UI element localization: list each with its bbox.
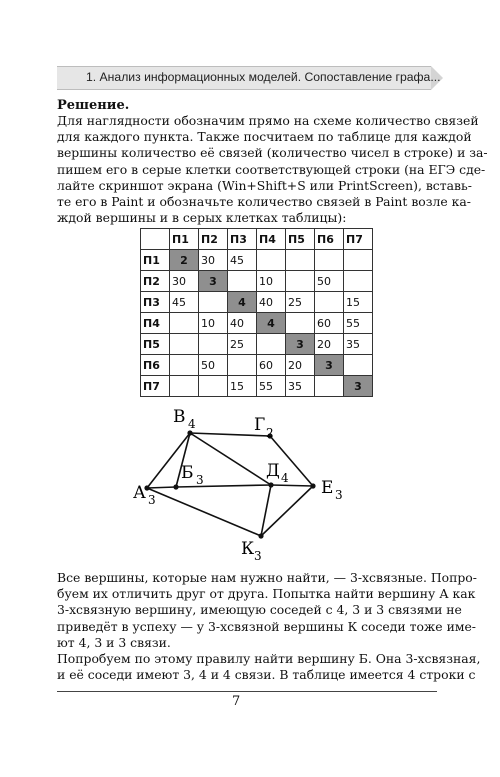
graph-edge [176, 485, 271, 487]
table-cell: 15 [228, 376, 257, 397]
table-cell: 40 [257, 292, 286, 313]
table-corner [141, 229, 170, 250]
table-cell [170, 313, 199, 334]
vertex-label: Б [181, 463, 194, 483]
page-number: 7 [232, 694, 241, 709]
table-cell [286, 271, 315, 292]
table-row [141, 355, 373, 376]
column-header: П4 [257, 229, 286, 250]
table-row [141, 271, 373, 292]
table-cell [286, 250, 315, 271]
row-header: П2 [141, 271, 170, 292]
intro-paragraph [57, 113, 488, 226]
table-cell [170, 334, 199, 355]
table-cell [199, 376, 228, 397]
table-cell: 45 [170, 292, 199, 313]
table-cell: 35 [286, 376, 315, 397]
table-cell [170, 376, 199, 397]
intro-line: лайте скриншот экрана (Win+Shift+S или PrintScreen), вставь- [57, 177, 472, 193]
table-row [141, 292, 373, 313]
degree-cell: 2 [170, 250, 199, 271]
table-cell [257, 334, 286, 355]
table-cell: 60 [257, 355, 286, 376]
table-cell [286, 313, 315, 334]
intro-line: те его в Paint и обозначьте количество связей в Paint возле ка- [57, 194, 471, 210]
vertex-degree: 3 [254, 549, 262, 563]
row-header: П3 [141, 292, 170, 313]
column-header: П7 [344, 229, 373, 250]
table-cell: 10 [257, 271, 286, 292]
graph-edge [147, 488, 261, 536]
table-cell: 25 [228, 334, 257, 355]
table-cell [228, 271, 257, 292]
vertex-degree: 3 [196, 473, 204, 487]
vertex-label: В [173, 407, 186, 427]
solution-heading: Решение. [57, 98, 130, 113]
table-cell: 20 [315, 334, 344, 355]
intro-line: для каждого пункта. Также посчитаем по таблице для каждой [57, 129, 472, 145]
graph-vertex [258, 533, 263, 538]
vertex-degree: 2 [266, 426, 274, 440]
degree-cell: 3 [315, 355, 344, 376]
intro-line: вершины количество её связей (количество чисел в строке) и за- [57, 145, 488, 161]
vertex-label: А [133, 483, 146, 503]
solution-line: ют 4, 3 и 3 связи. [57, 634, 171, 650]
row-header: П5 [141, 334, 170, 355]
solution-line: и её соседи имеют 3, 4 и 4 связи. В таблице имеется 4 строки с [57, 667, 476, 683]
table-cell: 60 [315, 313, 344, 334]
table-cell: 45 [228, 250, 257, 271]
road-graph [130, 400, 380, 575]
adjacency-table [140, 228, 373, 397]
table-row [141, 376, 373, 397]
vertex-label: Е [321, 478, 334, 498]
vertex-degree: 3 [335, 488, 343, 502]
table-cell [344, 271, 373, 292]
graph-vertex [187, 430, 192, 435]
vertex-label: К [241, 539, 255, 559]
solution-paragraph [57, 570, 481, 683]
column-header: П2 [199, 229, 228, 250]
vertex-label: Г [254, 415, 266, 435]
vertex-label: Д [266, 461, 280, 481]
table-row [141, 313, 373, 334]
vertex-degree: 3 [148, 493, 156, 507]
degree-cell: 3 [286, 334, 315, 355]
table-cell [315, 292, 344, 313]
table-cell: 15 [344, 292, 373, 313]
column-header: П3 [228, 229, 257, 250]
column-header: П6 [315, 229, 344, 250]
chapter-header-title: 1. Анализ информационных моделей. Сопоставление графа... [86, 70, 441, 84]
column-header: П5 [286, 229, 315, 250]
solution-line: буем их отличить друг от друга. Попытка найти вершину А как [57, 586, 476, 602]
table-cell [170, 355, 199, 376]
solution-line: 3-хсвязную вершину, имеющую соседей с 4, 3 и 3 связями не [57, 602, 462, 618]
degree-cell: 3 [199, 271, 228, 292]
table-cell [199, 292, 228, 313]
row-header: П7 [141, 376, 170, 397]
intro-line: ждой вершины и в серых клетках таблицы): [57, 210, 347, 226]
table-cell [228, 355, 257, 376]
graph-vertex [310, 483, 315, 488]
table-row [141, 250, 373, 271]
intro-line: пишем его в серые клетки соответствующей строки (на ЕГЭ сде- [57, 161, 486, 177]
table-cell [344, 250, 373, 271]
table-row [141, 334, 373, 355]
degree-cell: 4 [228, 292, 257, 313]
graph-vertex [173, 484, 178, 489]
table-cell [315, 376, 344, 397]
solution-line: приведёт в успеху — у 3-хсвязной вершины К соседи тоже име- [57, 618, 476, 634]
graph-edge [147, 487, 176, 488]
table-cell: 20 [286, 355, 315, 376]
table-cell [315, 250, 344, 271]
graph-edge [271, 485, 313, 486]
table-cell: 25 [286, 292, 315, 313]
table-cell: 40 [228, 313, 257, 334]
table-cell [199, 334, 228, 355]
table-cell: 30 [199, 250, 228, 271]
graph-vertex [268, 482, 273, 487]
vertex-degree: 4 [281, 471, 289, 485]
footer-rule [57, 691, 437, 692]
table-cell: 50 [315, 271, 344, 292]
solution-line: Все вершины, которые нам нужно найти, — 3-хсвязные. Попро- [57, 570, 477, 585]
table-cell: 55 [257, 376, 286, 397]
row-header: П6 [141, 355, 170, 376]
table-cell: 10 [199, 313, 228, 334]
degree-cell: 3 [344, 376, 373, 397]
intro-line: Для наглядности обозначим прямо на схеме количество связей [57, 113, 479, 128]
row-header: П4 [141, 313, 170, 334]
table-cell: 55 [344, 313, 373, 334]
table-cell: 50 [199, 355, 228, 376]
row-header: П1 [141, 250, 170, 271]
table-cell [257, 250, 286, 271]
column-header: П1 [170, 229, 199, 250]
table-cell: 35 [344, 334, 373, 355]
vertex-degree: 4 [188, 417, 196, 431]
table-cell [344, 355, 373, 376]
solution-line: Попробуем по этому правилу найти вершину Б. Она 3-хсвязная, [57, 651, 481, 667]
degree-cell: 4 [257, 313, 286, 334]
table-cell: 30 [170, 271, 199, 292]
